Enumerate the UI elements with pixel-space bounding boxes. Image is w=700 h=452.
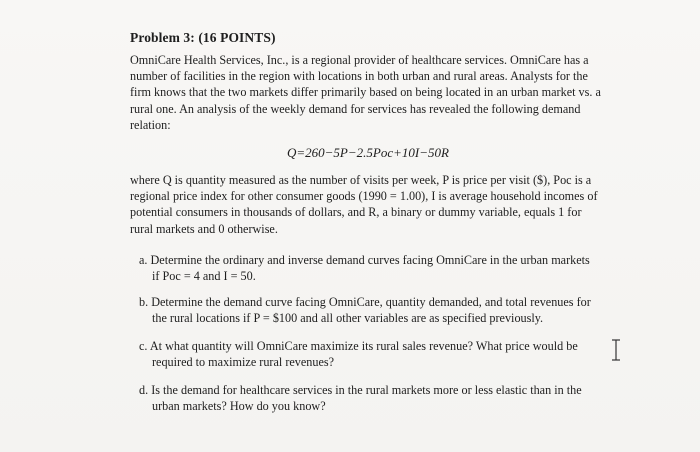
question-c [139,338,619,370]
question-line: d. Is the demand for healthcare services in the rural markets more or less elastic than in the [139,383,582,397]
question-line: the rural locations if P = $100 and all other variables are as specified previously. [152,311,544,326]
question-line: a. Determine the ordinary and inverse demand curves facing OmniCare in the urban markets [139,253,590,267]
text-cursor-icon [610,339,622,361]
definition-line: where Q is quantity measured as the number of visits per week, P is price per visit ($), Poc is a [130,173,592,187]
definition-line: rural markets and 0 otherwise. [130,221,278,236]
question-line: required to maximize rural revenues? [152,355,335,370]
definition-line: potential consumers in thousands of dollars, and R, a binary or dummy variable, equals 1 for [130,205,582,220]
intro-line: rural one. An analysis of the weekly demand for services has revealed the following demand [130,101,581,116]
intro-line: firm knows that the two markets differ primarily based on being located in an urban market vs. a [130,85,601,100]
intro-paragraph [130,52,620,133]
question-b [139,294,619,326]
question-line: b. Determine the demand curve facing OmniCare, quantity demanded, and total revenues for [139,295,591,309]
question-line: c. At what quantity will OmniCare maximize its rural sales revenue? What price would be [139,339,578,353]
problem-title: Problem 3: (16 POINTS) [130,30,276,45]
intro-line: number of facilities in the region with locations in both urban and rural areas. Analysts for the [130,69,588,84]
intro-line: OmniCare Health Services, Inc., is a regional provider of healthcare services. OmniCare has a [130,53,589,67]
question-line: if Poc = 4 and I = 50. [152,269,256,284]
definition-line: regional price index for other consumer goods (1990 = 1.00), I is average household incomes of [130,189,598,204]
question-d [139,382,619,414]
question-line: urban markets? How do you know? [152,399,326,414]
question-a [139,252,619,284]
intro-line: relation: [130,117,171,132]
demand-equation: Q=260−5P−2.5Poc+10I−50R [287,145,449,160]
definitions-paragraph [130,172,620,237]
